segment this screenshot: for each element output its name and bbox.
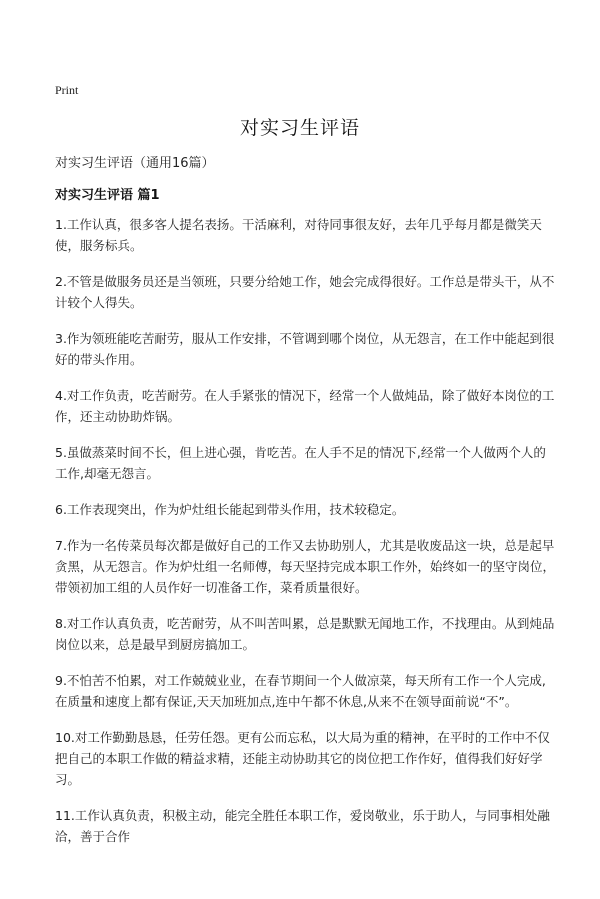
comment-item: 11.工作认真负责，积极主动，能完全胜任本职工作，爱岗敬业，乐于助人，与同事相处融洽，善于合作 [55, 808, 550, 844]
comment-item: 8.对工作认真负责，吃苦耐劳，从不叫苦叫累，总是默默无闻地工作，不找理由。从到炖品岗位以来，总是最早到厨房搞加工。 [55, 616, 555, 652]
page-title: 对实习生评语 [239, 117, 360, 139]
comment-item: 4.对工作负责，吃苦耐劳。在人手紧张的情况下，经常一个人做炖品，除了做好本岗位的工作，还主动协助炸锅。 [55, 388, 555, 424]
comment-item: 1.工作认真，很多客人提名表扬。干活麻利，对待同事很友好，去年几乎每月都是微笑天使，服务标兵。 [55, 217, 542, 253]
section-heading: 对实习生评语 篇1 [55, 188, 160, 203]
comment-item: 6.工作表现突出，作为炉灶组长能起到带头作用，技术较稳定。 [55, 502, 405, 517]
comment-list [55, 214, 555, 862]
comment-item: 10.对工作勤勤恳恳，任劳任怨。更有公而忘私，以大局为重的精神，在平时的工作中不仅把自己的本职工作做的精益求精，还能主动协助其它的岗位把工作作好，值得我们好好学习。 [55, 730, 550, 787]
comment-item: 5.虽做蒸菜时间不长，但上进心强，肯吃苦。在人手不足的情况下,经常一个人做两个人的工作,却毫无怨言。 [55, 445, 546, 481]
document-subtitle: 对实习生评语（通用16篇） [55, 156, 215, 171]
comment-item: 9.不怕苦不怕累，对工作兢兢业业，在春节期间一个人做凉菜，每天所有工作一个人完成,在质量和速度上都有保证,天天加班加点,连中午都不休息,从来不在领导面前说“不”。 [55, 673, 546, 709]
comment-item: 2.不管是做服务员还是当领班，只要分给她工作，她会完成得很好。工作总是带头干，从不计较个人得失。 [55, 274, 555, 310]
comment-item: 3.作为领班能吃苦耐劳，服从工作安排，不管调到哪个岗位，从无怨言，在工作中能起到很好的带头作用。 [55, 331, 555, 367]
comment-item: 7.作为一名传菜员每次都是做好自己的工作又去协助别人，尤其是收废品这一块，总是起早贪黑，从无怨言。作为炉灶组一名师傅，每天坚持完成本职工作外，始终如一的坚守岗位，带领初加工组的人员作好一切准备工作，菜肴质量很好。 [55, 538, 556, 595]
print-label: Print [55, 83, 79, 97]
